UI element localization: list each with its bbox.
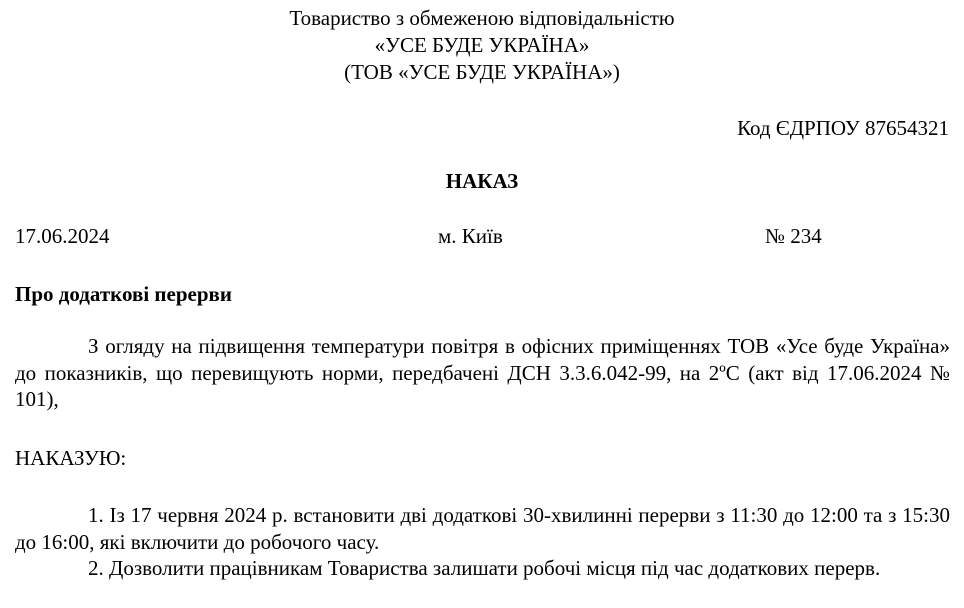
preamble-paragraph: З огляду на підвищення температури повітря в офісних приміщеннях ТОВ «Усе буде Україна» до показників, що перевищують норми, передбачені ДСН 3.3.6.042-99, на 2ºС (акт від 17.06.2024 № 101),: [15, 334, 950, 411]
org-short-name: (ТОВ «УСЕ БУДЕ УКРАЇНА»): [344, 60, 620, 84]
order-number: № 234: [765, 224, 822, 248]
order-city: м. Київ: [438, 224, 503, 248]
order-word: НАКАЗУЮ:: [15, 446, 127, 470]
order-date: 17.06.2024: [15, 224, 110, 248]
document-title: НАКАЗ: [445, 169, 519, 193]
order-item-2: 2. Дозволити працівникам Товариства залишати робочі місця під час додаткових перерв.: [88, 556, 881, 580]
order-item-1: 1. Із 17 червня 2024 р. встановити дві додаткові 30-хвилинні перерви з 11:30 до 12:00 та з 15:30 до 16:00, які включити до робочого часу.: [15, 503, 950, 554]
order-subject: Про додаткові перерви: [15, 282, 232, 306]
edrpou-code: Код ЄДРПОУ 87654321: [737, 116, 949, 140]
org-name: «УСЕ БУДЕ УКРАЇНА»: [374, 33, 590, 57]
org-full-name: Товариство з обмеженою відповідальністю: [289, 6, 675, 30]
